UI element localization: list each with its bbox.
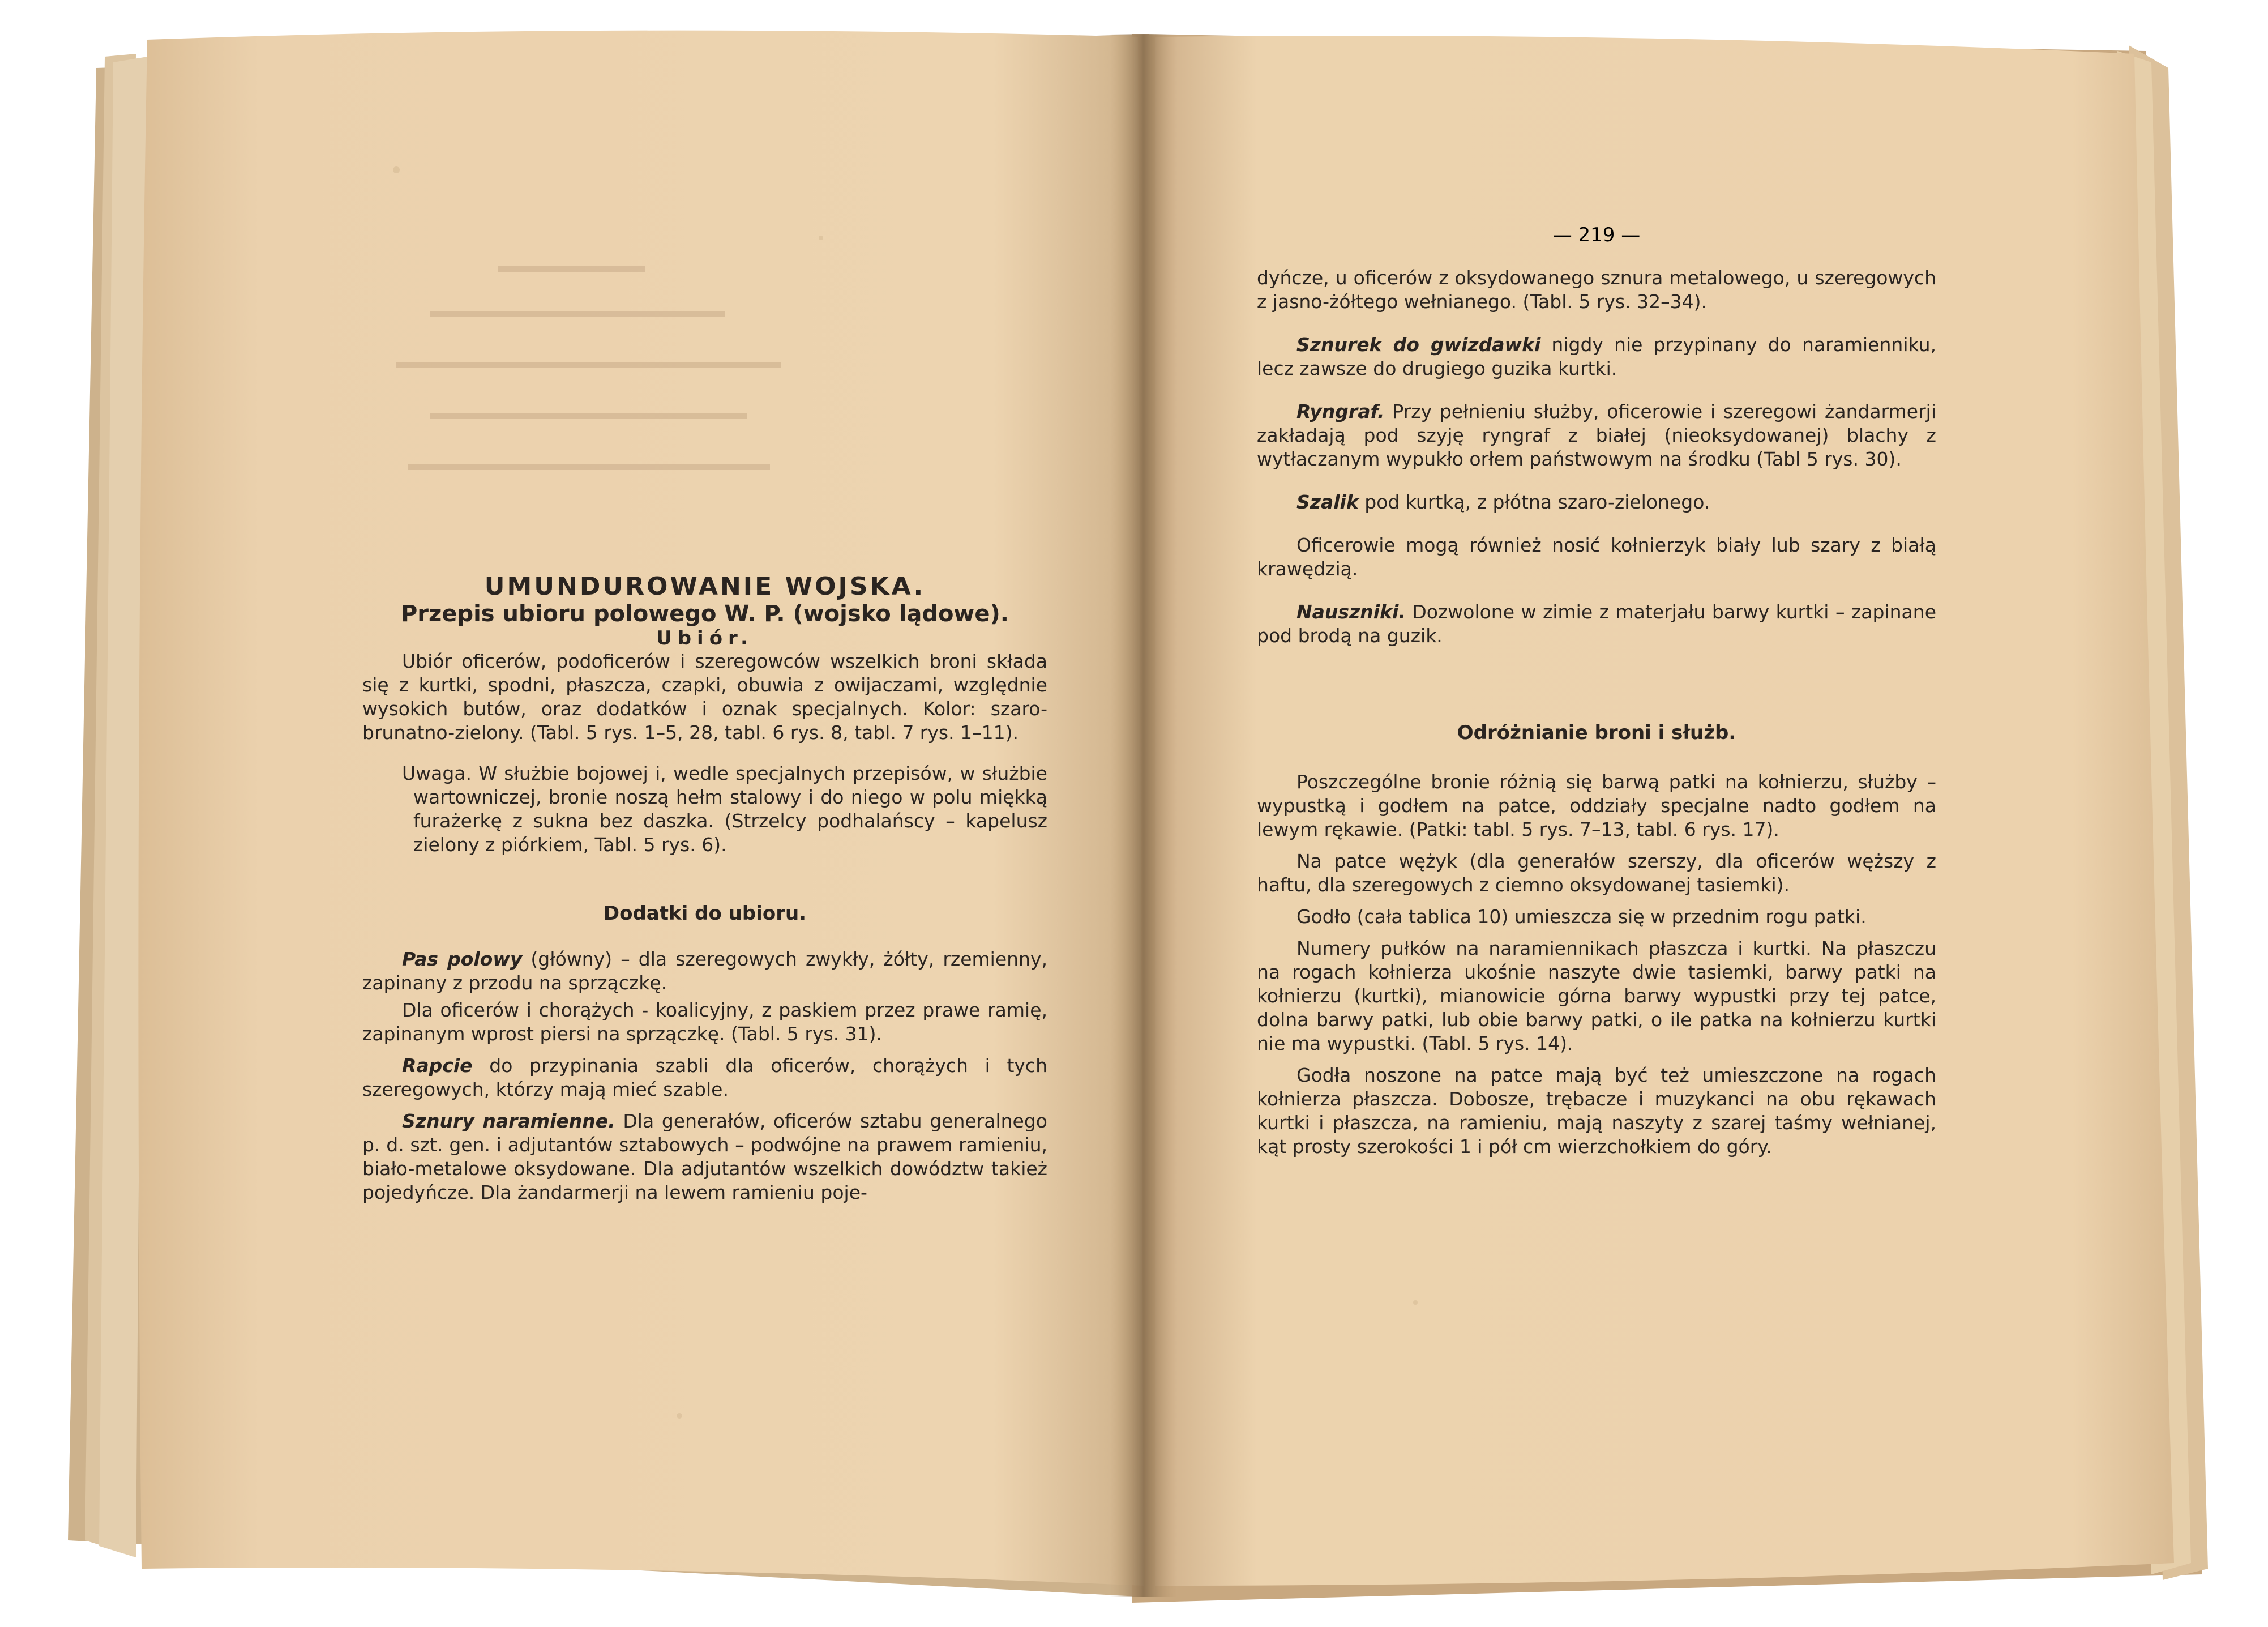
item-paragraph bbox=[1257, 490, 1936, 514]
item-text: Przy pełnieniu służby, oficerowie i szeregowi żandarmerji zakładają pod szyję ryngraf z białej (nieoksydowanej) blachy z wytłaczanym wypukło orłem państwowym na środku (Tabl 5 rys. 30). bbox=[1257, 400, 1936, 470]
item-paragraph bbox=[362, 947, 1047, 995]
item-text: nigdy nie przypinany do naramienniku, lecz zawsze do drugiego guzika kurtki. bbox=[1257, 334, 1936, 379]
paragraph: Poszczególne bronie różnią się barwą patki na kołnierzu, służby – wypustką i godłem na patce, oddziały specjalne nadto godłem na lewym rękawie. (Patki: tabl. 5 rys. 7–13, tabl. 6 rys. 17). bbox=[1257, 771, 1936, 840]
regulation-subheading: Przepis ubioru polowego W. P. (wojsko lądowe). bbox=[400, 601, 1009, 627]
item-term: Ryngraf. bbox=[1296, 400, 1385, 422]
item-paragraph bbox=[1257, 400, 1936, 471]
left-page-text bbox=[362, 572, 1047, 1205]
paragraph: Godła noszone na patce mają być też umieszczone na rogach kołnierza płaszcza. Dobosze, trębacze i muzykanci na obu rękawach kurtki i płaszcza, na ramieniu, mają naszyty z szarej taśmy wełnianej, kąt prosty szerokości 1 i pół cm wierzchołkiem do góry. bbox=[1257, 1064, 1936, 1158]
section-title: Odróżnianie broni i służb. bbox=[1457, 721, 1736, 744]
item-term: Szalik bbox=[1296, 491, 1359, 513]
section-title: Dodatki do ubioru. bbox=[603, 902, 807, 925]
page-number: — 219 — bbox=[1552, 224, 1641, 246]
item-text: (główny) – dla szeregowych zwykły, żółty, rzemienny, zapinany z przodu na sprzączkę. bbox=[362, 948, 1047, 994]
item-paragraph bbox=[1257, 333, 1936, 381]
paragraph: Na patce wężyk (dla generałów szerszy, dla oficerów węższy z haftu, dla szeregowych z ciemno oksydowanej tasiemki). bbox=[1257, 850, 1936, 896]
paragraph: Ubiór oficerów, podoficerów i szeregowców wszelkich broni składa się z kurtki, spodni, płaszcza, czapki, obuwia z owijaczami, względnie wysokich butów, oraz dodatków i oznak specjalnych. Kolor: szaro-brunatno-zielony. (Tabl. 5 rys. 1–5, 28, tabl. 6 rys. 8, tabl. 7 rys. 1–11). bbox=[362, 650, 1047, 744]
item-text: Oficerowie mogą również nosić kołnierzyk biały lub szary z białą krawędzią. bbox=[1257, 534, 1936, 580]
item-paragraph bbox=[362, 1054, 1047, 1101]
item-paragraph bbox=[1257, 533, 1936, 581]
item-paragraph bbox=[362, 998, 1047, 1046]
item-text: pod kurtką, z płótna szaro-zielonego. bbox=[1358, 491, 1710, 513]
item-term: Sznury naramienne. bbox=[402, 1110, 615, 1132]
item-text: do przypinania szabli dla oficerów, chorążych i tych szeregowych, którzy mają mieć szable. bbox=[362, 1054, 1047, 1100]
item-text: Dozwolone w zimie z materjału barwy kurtki – zapinane pod brodą na guzik. bbox=[1257, 601, 1936, 647]
right-page-text bbox=[1257, 266, 1936, 1159]
item-paragraph bbox=[1257, 266, 1936, 314]
item-text: dyńcze, u oficerów z oksydowanego sznura metalowego, u szeregowych z jasno-żółtego wełnianego. (Tabl. 5 rys. 32–34). bbox=[1257, 267, 1936, 313]
item-term: Pas polowy bbox=[402, 948, 523, 970]
paragraph: Numery pułków na naramiennikach płaszcza i kurtki. Na płaszczu na rogach kołnierza ukośnie naszyte dwie tasiemki, barwy patki na kołnierzu (kurtki), mianowicie górna barwy wypustki przy tej patce, dolna barwy patki, lub obie barwy patki, o ile patka na kołnierzu kurtki nie ma wypustki. (Tabl. 5 rys. 14). bbox=[1257, 937, 1936, 1054]
item-term: Rapcie bbox=[402, 1054, 473, 1077]
item-paragraph bbox=[1257, 600, 1936, 648]
note-paragraph: Uwaga. W służbie bojowej i, wedle specjalnych przepisów, w służbie wartowniczej, bronie noszą hełm stalowy i do niego w polu miękką furażerkę z sukna bez daszka. (Strzelcy podhalańscy – kapelusz zielony z piórkiem, Tabl. 5 rys. 6). bbox=[402, 762, 1047, 856]
book-gutter bbox=[1110, 34, 1178, 1597]
item-paragraph bbox=[362, 1109, 1047, 1205]
item-text: Dla oficerów i chorążych - koalicyjny, z paskiem przez prawe ramię, zapinanym wprost piersi na sprzączkę. (Tabl. 5 rys. 31). bbox=[362, 999, 1047, 1045]
paragraph: Godło (cała tablica 10) umieszcza się w przednim rogu patki. bbox=[1296, 906, 1867, 928]
item-text: Dla generałów, oficerów sztabu generalnego p. d. szt. gen. i adjutantów sztabowych – podwójne na prawem ramieniu, biało-metalowe oksydowane. Dla adjutantów wszelkich dowództw takież pojedyńcze. Dla żandarmerji na lewem ramieniu poje- bbox=[362, 1110, 1047, 1203]
chapter-heading: UMUNDUROWANIE WOJSKA. bbox=[484, 572, 926, 601]
section-title: Ubiór. bbox=[656, 627, 754, 650]
item-term: Sznurek do gwizdawki bbox=[1296, 334, 1541, 356]
item-term: Nauszniki. bbox=[1296, 601, 1406, 623]
